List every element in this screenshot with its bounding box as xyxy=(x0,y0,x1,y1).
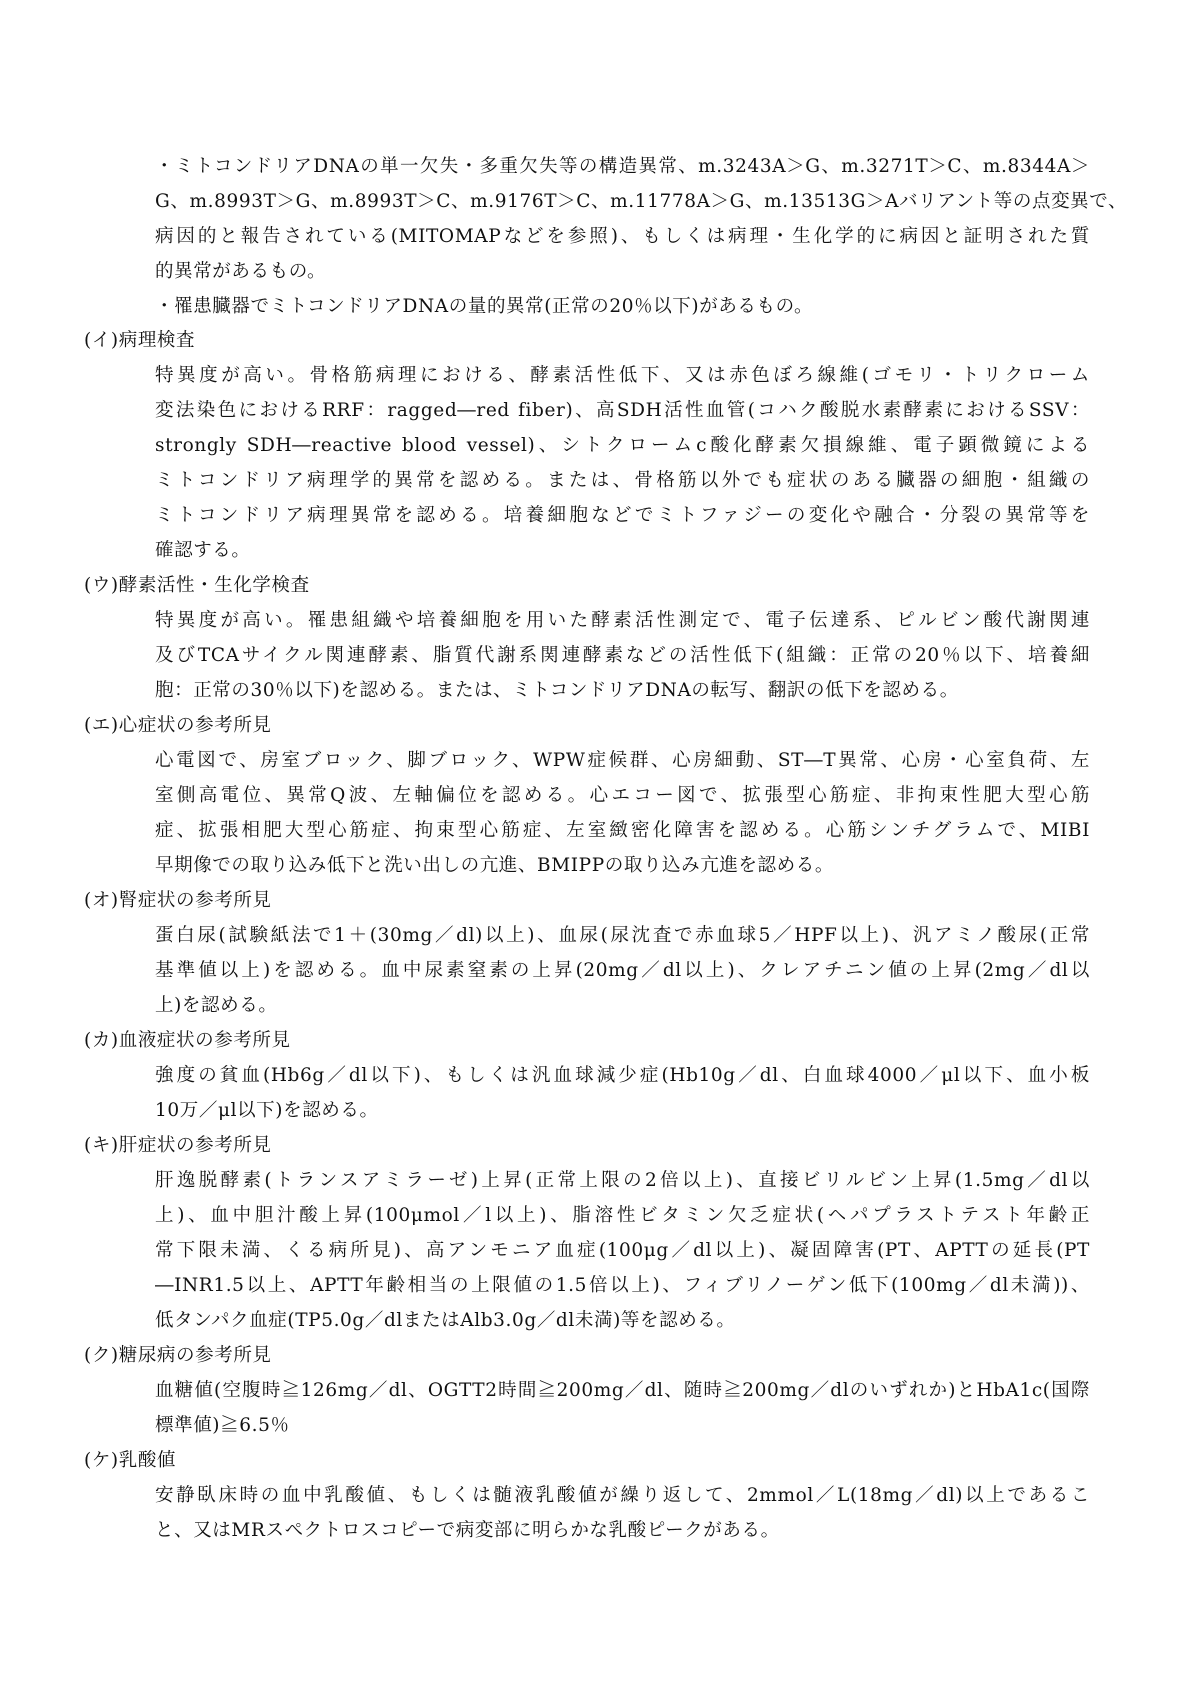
body-line: ミトコンドリア病理学的異常を認める。または、骨格筋以外でも症状のある臓器の細胞・組織の xyxy=(155,470,1090,491)
section-heading-liver: (キ)肝症状の参考所見 xyxy=(84,1135,272,1156)
body-line: 変法染色におけるRRF：ragged―red fiber)、高SDH活性血管(コハク酸脱水素酵素におけるSSV： xyxy=(155,400,1090,421)
body-line: 常下限未満、くる病所見)、高アンモニア血症(100μg／dl以上)、凝固障害(PT、APTTの延長(PT xyxy=(155,1240,1090,1261)
body-line: 早期像での取り込み低下と洗い出しの亢進、BMIPPの取り込み亢進を認める。 xyxy=(155,855,834,876)
section-heading-diabetes: (ク)糖尿病の参考所見 xyxy=(84,1345,272,1366)
body-line: 心電図で、房室ブロック、脚ブロック、WPW症候群、心房細動、ST―T異常、心房・心室負荷、左 xyxy=(155,750,1090,771)
body-line: 確認する。 xyxy=(155,540,251,561)
body-line: 血糖値(空腹時≧126mg／dl、OGTT2時間≧200mg／dl、随時≧200mg／dlのいずれか)とHbA1c(国際 xyxy=(155,1380,1090,1401)
body-line: 蛋白尿(試験紙法で1＋(30mg／dl)以上)、血尿(尿沈査で赤血球5／HPF以上)、汎アミノ酸尿(正常 xyxy=(155,925,1090,946)
bullet-line: ・罹患臓器でミトコンドリアDNAの量的異常(正常の20％以下)があるもの。 xyxy=(155,296,814,317)
body-line: 強度の貧血(Hb6g／dl以下)、もしくは汎血球減少症(Hb10g／dl、白血球4000／μl以下、血小板 xyxy=(155,1065,1090,1086)
body-line: と、又はMRスペクトロスコピーで病変部に明らかな乳酸ピークがある。 xyxy=(155,1520,780,1541)
body-line: 標準値)≧6.5％ xyxy=(155,1415,290,1436)
body-line: 及びTCAサイクル関連酵素、脂質代謝系関連酵素などの活性低下(組織：正常の20％以下、培養細 xyxy=(155,645,1090,666)
body-line: 胞：正常の30％以下)を認める。または、ミトコンドリアDNAの転写、翻訳の低下を認める。 xyxy=(155,680,959,701)
body-line: 低タンパク血症(TP5.0g／dlまたはAlb3.0g／dl未満)等を認める。 xyxy=(155,1310,736,1331)
bullet-line: G、m.8993T＞G、m.8993T＞C、m.9176T＞C、m.11778A＞G、m.13513G＞Aバリアント等の点変異で、 xyxy=(155,191,1128,212)
section-heading-lactate: (ケ)乳酸値 xyxy=(84,1450,177,1471)
body-line: 10万／μl以下)を認める。 xyxy=(155,1100,379,1121)
body-line: 症、拡張相肥大型心筋症、拘束型心筋症、左室緻密化障害を認める。心筋シンチグラムで、MIBI xyxy=(155,820,1090,841)
body-line: 上)を認める。 xyxy=(155,995,278,1016)
body-line: 室側高電位、異常Q波、左軸偏位を認める。心エコー図で、拡張型心筋症、非拘束性肥大型心筋 xyxy=(155,785,1090,806)
body-line: 特異度が高い。罹患組織や培養細胞を用いた酵素活性測定で、電子伝達系、ピルビン酸代謝関連 xyxy=(155,610,1090,631)
section-heading-cardiac: (エ)心症状の参考所見 xyxy=(84,715,272,736)
body-line: 肝逸脱酵素(トランスアミラーゼ)上昇(正常上限の2倍以上)、直接ビリルビン上昇(1.5mg／dl以 xyxy=(155,1170,1090,1191)
body-line: 特異度が高い。骨格筋病理における、酵素活性低下、又は赤色ぼろ線維(ゴモリ・トリクローム xyxy=(155,365,1090,386)
section-heading-renal: (オ)腎症状の参考所見 xyxy=(84,890,272,911)
body-line: strongly SDH―reactive blood vessel)、シトクロームc酸化酵素欠損線維、電子顕微鏡による xyxy=(155,435,1090,456)
body-line: ミトコンドリア病理異常を認める。培養細胞などでミトファジーの変化や融合・分裂の異常等を xyxy=(155,505,1090,526)
body-line: 基準値以上)を認める。血中尿素窒素の上昇(20mg／dl以上)、クレアチニン値の上昇(2mg／dl以 xyxy=(155,960,1090,981)
bullet-line: ・ミトコンドリアDNAの単一欠失・多重欠失等の構造異常、m.3243A＞G、m.3271T＞C、m.8344A＞ xyxy=(155,156,1090,177)
section-heading-blood: (カ)血液症状の参考所見 xyxy=(84,1030,291,1051)
body-line: 安静臥床時の血中乳酸値、もしくは髄液乳酸値が繰り返して、2mmol／L(18mg／dl)以上であるこ xyxy=(155,1485,1090,1506)
body-line: 上)、血中胆汁酸上昇(100μmol／l以上)、脂溶性ビタミン欠乏症状(ヘパプラストテスト年齢正 xyxy=(155,1205,1090,1226)
section-heading-pathology: (イ)病理検査 xyxy=(84,330,196,351)
bullet-line: 的異常があるもの。 xyxy=(155,261,327,282)
body-line: ―INR1.5以上、APTT年齢相当の上限値の1.5倍以上)、フィブリノーゲン低下(100mg／dl未満))、 xyxy=(155,1275,1090,1296)
bullet-line: 病因的と報告されている(MITOMAPなどを参照)、もしくは病理・生化学的に病因と証明された質 xyxy=(155,226,1090,247)
section-heading-enzyme: (ウ)酵素活性・生化学検査 xyxy=(84,575,310,596)
